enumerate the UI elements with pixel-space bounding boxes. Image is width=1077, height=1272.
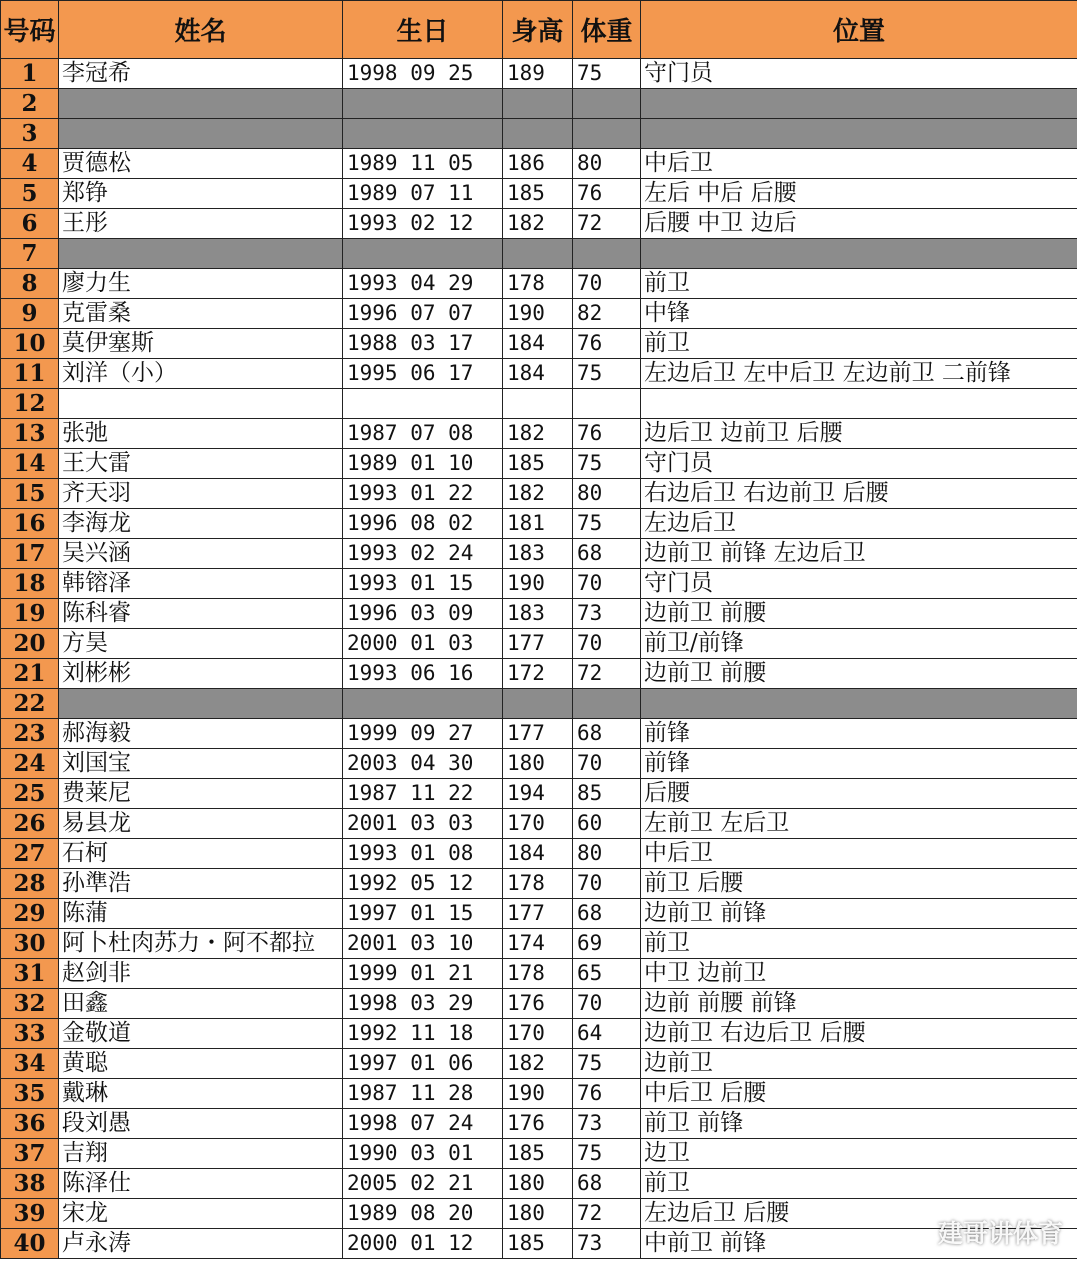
cell-birthday: 1993 06 16 xyxy=(343,659,503,689)
cell-height xyxy=(503,119,573,149)
cell-position: 守门员 xyxy=(641,59,1077,89)
cell-position xyxy=(641,119,1077,149)
cell-name: 田鑫 xyxy=(59,989,343,1019)
cell-name: 李冠希 xyxy=(59,59,343,89)
cell-number: 1 xyxy=(1,59,59,89)
cell-position: 左前卫 左后卫 xyxy=(641,809,1077,839)
cell-birthday: 1990 03 01 xyxy=(343,1139,503,1169)
cell-position: 守门员 xyxy=(641,449,1077,479)
cell-position: 前卫 xyxy=(641,1169,1077,1199)
cell-number: 36 xyxy=(1,1109,59,1139)
cell-name: 易县龙 xyxy=(59,809,343,839)
cell-birthday: 2000 01 03 xyxy=(343,629,503,659)
cell-position: 边前卫 前腰 xyxy=(641,599,1077,629)
cell-name: 刘国宝 xyxy=(59,749,343,779)
cell-height: 182 xyxy=(503,479,573,509)
cell-weight: 80 xyxy=(573,149,641,179)
cell-height: 184 xyxy=(503,359,573,389)
table-row xyxy=(1,569,1077,599)
cell-position: 边卫 xyxy=(641,1139,1077,1169)
cell-position xyxy=(641,239,1077,269)
cell-number: 7 xyxy=(1,239,59,269)
cell-weight: 76 xyxy=(573,329,641,359)
cell-birthday: 1997 01 15 xyxy=(343,899,503,929)
cell-weight: 68 xyxy=(573,899,641,929)
cell-number: 20 xyxy=(1,629,59,659)
cell-birthday: 1987 11 22 xyxy=(343,779,503,809)
cell-birthday: 1998 03 29 xyxy=(343,989,503,1019)
cell-weight: 76 xyxy=(573,1079,641,1109)
cell-position: 前锋 xyxy=(641,719,1077,749)
cell-name: 克雷桑 xyxy=(59,299,343,329)
cell-birthday: 1999 09 27 xyxy=(343,719,503,749)
cell-name: 黄聪 xyxy=(59,1049,343,1079)
cell-weight: 80 xyxy=(573,839,641,869)
header-number: 号码 xyxy=(1,1,59,59)
cell-number: 6 xyxy=(1,209,59,239)
table-row xyxy=(1,1169,1077,1199)
cell-height: 176 xyxy=(503,1109,573,1139)
cell-position: 前锋 xyxy=(641,749,1077,779)
cell-position: 边前卫 前锋 左边后卫 xyxy=(641,539,1077,569)
table-row xyxy=(1,719,1077,749)
cell-birthday: 2001 03 10 xyxy=(343,929,503,959)
cell-name: 方昊 xyxy=(59,629,343,659)
cell-height: 180 xyxy=(503,749,573,779)
cell-weight: 68 xyxy=(573,539,641,569)
cell-birthday xyxy=(343,239,503,269)
cell-height xyxy=(503,89,573,119)
table-row xyxy=(1,779,1077,809)
table-row xyxy=(1,659,1077,689)
cell-height: 180 xyxy=(503,1169,573,1199)
cell-number: 24 xyxy=(1,749,59,779)
cell-number: 22 xyxy=(1,689,59,719)
table-row xyxy=(1,329,1077,359)
cell-height: 176 xyxy=(503,989,573,1019)
cell-name: 莫伊塞斯 xyxy=(59,329,343,359)
cell-name: 贾德松 xyxy=(59,149,343,179)
table-row xyxy=(1,89,1077,119)
cell-height: 190 xyxy=(503,299,573,329)
cell-height: 185 xyxy=(503,179,573,209)
cell-birthday: 1998 07 24 xyxy=(343,1109,503,1139)
cell-name: 刘洋（小） xyxy=(59,359,343,389)
cell-height: 194 xyxy=(503,779,573,809)
cell-name: 李海龙 xyxy=(59,509,343,539)
table-row xyxy=(1,209,1077,239)
cell-weight xyxy=(573,239,641,269)
cell-name: 张弛 xyxy=(59,419,343,449)
cell-position: 中后卫 xyxy=(641,839,1077,869)
cell-birthday: 1989 07 11 xyxy=(343,179,503,209)
table-row xyxy=(1,419,1077,449)
table-row xyxy=(1,239,1077,269)
cell-number: 10 xyxy=(1,329,59,359)
cell-height: 177 xyxy=(503,629,573,659)
cell-height: 178 xyxy=(503,269,573,299)
cell-number: 18 xyxy=(1,569,59,599)
cell-height: 182 xyxy=(503,419,573,449)
cell-position: 边前卫 前腰 xyxy=(641,659,1077,689)
cell-height: 178 xyxy=(503,869,573,899)
cell-name: 费莱尼 xyxy=(59,779,343,809)
table-row xyxy=(1,989,1077,1019)
header-position: 位置 xyxy=(641,1,1077,59)
cell-weight xyxy=(573,389,641,419)
table-row xyxy=(1,1199,1077,1229)
cell-number: 34 xyxy=(1,1049,59,1079)
cell-name: 吴兴涵 xyxy=(59,539,343,569)
cell-birthday: 2003 04 30 xyxy=(343,749,503,779)
roster-header xyxy=(1,1,1077,59)
cell-number: 30 xyxy=(1,929,59,959)
cell-birthday: 1999 01 21 xyxy=(343,959,503,989)
cell-weight: 68 xyxy=(573,719,641,749)
cell-name: 石柯 xyxy=(59,839,343,869)
cell-number: 32 xyxy=(1,989,59,1019)
table-row xyxy=(1,299,1077,329)
cell-height: 190 xyxy=(503,569,573,599)
cell-height: 183 xyxy=(503,539,573,569)
table-row xyxy=(1,599,1077,629)
cell-position: 前卫 xyxy=(641,269,1077,299)
cell-name: 戴琳 xyxy=(59,1079,343,1109)
cell-weight: 69 xyxy=(573,929,641,959)
header-weight: 体重 xyxy=(573,1,641,59)
cell-weight: 72 xyxy=(573,209,641,239)
cell-position: 中前卫 前锋 xyxy=(641,1229,1077,1259)
table-row xyxy=(1,959,1077,989)
table-row xyxy=(1,1109,1077,1139)
cell-height xyxy=(503,389,573,419)
cell-weight: 73 xyxy=(573,599,641,629)
cell-number: 16 xyxy=(1,509,59,539)
cell-position: 守门员 xyxy=(641,569,1077,599)
cell-weight: 73 xyxy=(573,1109,641,1139)
cell-height: 172 xyxy=(503,659,573,689)
table-row xyxy=(1,119,1077,149)
table-row xyxy=(1,509,1077,539)
cell-position: 左边后卫 xyxy=(641,509,1077,539)
cell-name: 韩镕泽 xyxy=(59,569,343,599)
cell-position: 后腰 xyxy=(641,779,1077,809)
cell-position: 边前卫 前锋 xyxy=(641,899,1077,929)
cell-weight: 76 xyxy=(573,419,641,449)
cell-birthday: 1997 01 06 xyxy=(343,1049,503,1079)
header-name: 姓名 xyxy=(59,1,343,59)
cell-weight: 75 xyxy=(573,1049,641,1079)
table-row xyxy=(1,929,1077,959)
cell-number: 33 xyxy=(1,1019,59,1049)
cell-height: 185 xyxy=(503,449,573,479)
table-row xyxy=(1,1049,1077,1079)
cell-birthday: 1987 11 28 xyxy=(343,1079,503,1109)
cell-position: 中锋 xyxy=(641,299,1077,329)
cell-name: 郝海毅 xyxy=(59,719,343,749)
cell-height xyxy=(503,689,573,719)
cell-position: 前卫 后腰 xyxy=(641,869,1077,899)
cell-weight: 75 xyxy=(573,59,641,89)
cell-name: 孙準浩 xyxy=(59,869,343,899)
cell-position: 前卫 xyxy=(641,329,1077,359)
cell-number: 2 xyxy=(1,89,59,119)
cell-number: 23 xyxy=(1,719,59,749)
table-row xyxy=(1,449,1077,479)
cell-weight xyxy=(573,119,641,149)
cell-birthday: 2005 02 21 xyxy=(343,1169,503,1199)
cell-position: 中卫 边前卫 xyxy=(641,959,1077,989)
cell-position: 左后 中后 后腰 xyxy=(641,179,1077,209)
cell-number: 40 xyxy=(1,1229,59,1259)
cell-height: 186 xyxy=(503,149,573,179)
cell-name: 郑铮 xyxy=(59,179,343,209)
table-row xyxy=(1,1019,1077,1049)
cell-height: 170 xyxy=(503,809,573,839)
cell-number: 31 xyxy=(1,959,59,989)
cell-height: 180 xyxy=(503,1199,573,1229)
table-row xyxy=(1,539,1077,569)
cell-position: 前卫/前锋 xyxy=(641,629,1077,659)
cell-weight: 76 xyxy=(573,179,641,209)
cell-weight: 80 xyxy=(573,479,641,509)
table-row xyxy=(1,1229,1077,1259)
cell-number: 11 xyxy=(1,359,59,389)
cell-height: 190 xyxy=(503,1079,573,1109)
table-row xyxy=(1,359,1077,389)
cell-birthday: 1987 07 08 xyxy=(343,419,503,449)
cell-height: 170 xyxy=(503,1019,573,1049)
cell-number: 5 xyxy=(1,179,59,209)
table-row xyxy=(1,899,1077,929)
cell-number: 39 xyxy=(1,1199,59,1229)
header-row xyxy=(1,1,1077,59)
cell-number: 38 xyxy=(1,1169,59,1199)
table-row xyxy=(1,59,1077,89)
cell-position xyxy=(641,89,1077,119)
cell-weight: 68 xyxy=(573,1169,641,1199)
cell-weight: 75 xyxy=(573,1139,641,1169)
cell-weight: 70 xyxy=(573,989,641,1019)
cell-position: 右边后卫 右边前卫 后腰 xyxy=(641,479,1077,509)
cell-birthday: 1993 02 24 xyxy=(343,539,503,569)
cell-weight: 72 xyxy=(573,1199,641,1229)
table-row xyxy=(1,479,1077,509)
cell-birthday: 1988 03 17 xyxy=(343,329,503,359)
cell-position: 边后卫 边前卫 后腰 xyxy=(641,419,1077,449)
cell-number: 25 xyxy=(1,779,59,809)
cell-height: 185 xyxy=(503,1139,573,1169)
cell-position: 后腰 中卫 边后 xyxy=(641,209,1077,239)
cell-name xyxy=(59,119,343,149)
cell-height: 189 xyxy=(503,59,573,89)
cell-position: 边前 前腰 前锋 xyxy=(641,989,1077,1019)
cell-height: 183 xyxy=(503,599,573,629)
cell-number: 21 xyxy=(1,659,59,689)
cell-birthday: 2001 03 03 xyxy=(343,809,503,839)
cell-number: 19 xyxy=(1,599,59,629)
cell-weight: 70 xyxy=(573,869,641,899)
cell-name xyxy=(59,89,343,119)
cell-name: 齐天羽 xyxy=(59,479,343,509)
table-row xyxy=(1,749,1077,779)
cell-name xyxy=(59,689,343,719)
cell-weight: 82 xyxy=(573,299,641,329)
cell-birthday: 2000 01 12 xyxy=(343,1229,503,1259)
table-row xyxy=(1,869,1077,899)
cell-number: 14 xyxy=(1,449,59,479)
cell-birthday: 1993 01 22 xyxy=(343,479,503,509)
cell-height: 177 xyxy=(503,899,573,929)
cell-name: 金敬道 xyxy=(59,1019,343,1049)
cell-name: 刘彬彬 xyxy=(59,659,343,689)
cell-height: 181 xyxy=(503,509,573,539)
table-row xyxy=(1,1079,1077,1109)
cell-weight: 73 xyxy=(573,1229,641,1259)
table-row xyxy=(1,809,1077,839)
cell-number: 17 xyxy=(1,539,59,569)
table-row xyxy=(1,269,1077,299)
cell-name: 段刘愚 xyxy=(59,1109,343,1139)
table-row xyxy=(1,839,1077,869)
cell-birthday: 1993 04 29 xyxy=(343,269,503,299)
cell-position: 边前卫 右边后卫 后腰 xyxy=(641,1019,1077,1049)
cell-birthday xyxy=(343,89,503,119)
cell-weight: 70 xyxy=(573,749,641,779)
cell-height: 178 xyxy=(503,959,573,989)
table-row xyxy=(1,689,1077,719)
cell-birthday: 1996 03 09 xyxy=(343,599,503,629)
cell-position xyxy=(641,689,1077,719)
roster-body xyxy=(1,59,1077,1259)
cell-weight xyxy=(573,89,641,119)
cell-name: 阿卜杜肉苏力・阿不都拉 xyxy=(59,929,343,959)
cell-birthday: 1996 08 02 xyxy=(343,509,503,539)
cell-weight: 85 xyxy=(573,779,641,809)
cell-number: 28 xyxy=(1,869,59,899)
cell-weight: 72 xyxy=(573,659,641,689)
cell-number: 8 xyxy=(1,269,59,299)
cell-position: 前卫 xyxy=(641,929,1077,959)
cell-height: 184 xyxy=(503,839,573,869)
cell-birthday xyxy=(343,689,503,719)
cell-number: 26 xyxy=(1,809,59,839)
cell-weight: 70 xyxy=(573,569,641,599)
cell-birthday: 1993 01 08 xyxy=(343,839,503,869)
cell-name: 宋龙 xyxy=(59,1199,343,1229)
cell-name: 廖力生 xyxy=(59,269,343,299)
cell-position: 左边后卫 左中后卫 左边前卫 二前锋 xyxy=(641,359,1077,389)
cell-weight: 75 xyxy=(573,359,641,389)
cell-number: 37 xyxy=(1,1139,59,1169)
cell-position: 左边后卫 后腰 xyxy=(641,1199,1077,1229)
cell-height: 185 xyxy=(503,1229,573,1259)
cell-weight: 75 xyxy=(573,509,641,539)
cell-number: 29 xyxy=(1,899,59,929)
cell-number: 9 xyxy=(1,299,59,329)
cell-number: 27 xyxy=(1,839,59,869)
header-birthday: 生日 xyxy=(343,1,503,59)
cell-birthday: 1995 06 17 xyxy=(343,359,503,389)
cell-name: 赵剑非 xyxy=(59,959,343,989)
cell-weight: 75 xyxy=(573,449,641,479)
cell-weight: 60 xyxy=(573,809,641,839)
cell-name: 王大雷 xyxy=(59,449,343,479)
cell-height: 184 xyxy=(503,329,573,359)
cell-name: 陈泽仕 xyxy=(59,1169,343,1199)
cell-position: 前卫 前锋 xyxy=(641,1109,1077,1139)
table-row xyxy=(1,179,1077,209)
cell-birthday: 1989 08 20 xyxy=(343,1199,503,1229)
cell-number: 35 xyxy=(1,1079,59,1109)
table-row xyxy=(1,1139,1077,1169)
cell-number: 3 xyxy=(1,119,59,149)
cell-birthday: 1993 02 12 xyxy=(343,209,503,239)
cell-birthday: 1998 09 25 xyxy=(343,59,503,89)
cell-number: 13 xyxy=(1,419,59,449)
cell-birthday: 1993 01 15 xyxy=(343,569,503,599)
cell-birthday xyxy=(343,119,503,149)
cell-weight: 70 xyxy=(573,629,641,659)
cell-weight xyxy=(573,689,641,719)
cell-height xyxy=(503,239,573,269)
watermark: 建哥讲体育 xyxy=(937,1219,1063,1248)
cell-position: 中后卫 后腰 xyxy=(641,1079,1077,1109)
cell-weight: 65 xyxy=(573,959,641,989)
cell-height: 182 xyxy=(503,209,573,239)
cell-number: 15 xyxy=(1,479,59,509)
cell-name xyxy=(59,239,343,269)
cell-height: 177 xyxy=(503,719,573,749)
cell-height: 174 xyxy=(503,929,573,959)
table-row xyxy=(1,629,1077,659)
cell-name: 王彤 xyxy=(59,209,343,239)
cell-birthday: 1992 11 18 xyxy=(343,1019,503,1049)
cell-height: 182 xyxy=(503,1049,573,1079)
cell-number: 4 xyxy=(1,149,59,179)
cell-name: 吉翔 xyxy=(59,1139,343,1169)
cell-position: 中后卫 xyxy=(641,149,1077,179)
table-row xyxy=(1,149,1077,179)
cell-birthday: 1996 07 07 xyxy=(343,299,503,329)
cell-name xyxy=(59,389,343,419)
cell-number: 12 xyxy=(1,389,59,419)
cell-name: 陈蒲 xyxy=(59,899,343,929)
cell-name: 陈科睿 xyxy=(59,599,343,629)
header-height: 身高 xyxy=(503,1,573,59)
cell-weight: 70 xyxy=(573,269,641,299)
cell-position xyxy=(641,389,1077,419)
table-row xyxy=(1,389,1077,419)
cell-birthday: 1989 01 10 xyxy=(343,449,503,479)
cell-birthday: 1989 11 05 xyxy=(343,149,503,179)
cell-position: 边前卫 xyxy=(641,1049,1077,1079)
cell-birthday xyxy=(343,389,503,419)
cell-weight: 64 xyxy=(573,1019,641,1049)
cell-birthday: 1992 05 12 xyxy=(343,869,503,899)
cell-name: 卢永涛 xyxy=(59,1229,343,1259)
